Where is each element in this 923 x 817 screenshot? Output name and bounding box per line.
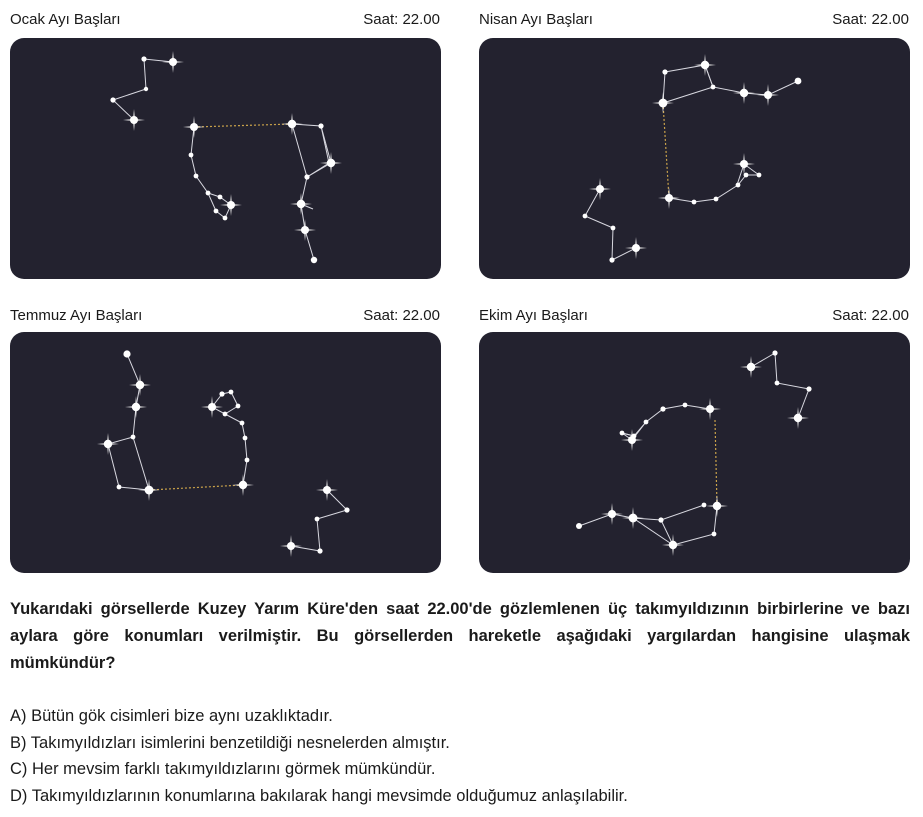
panel-header-ocak <box>10 9 440 31</box>
panel-title: Ocak Ayı Başları <box>10 11 121 28</box>
star-icon <box>294 219 316 241</box>
panel-header-ekim <box>479 305 909 327</box>
star-icon <box>214 209 219 214</box>
star-icon <box>662 69 667 74</box>
star-icon <box>625 237 647 259</box>
panel-time: Saat: 22.00 <box>832 11 909 28</box>
option-c[interactable]: C) Her mevsim farklı takımyıldızlarını görmek mümkündür. <box>10 760 436 778</box>
star-icon <box>787 407 809 429</box>
star-icon <box>806 386 811 391</box>
star-icon <box>712 532 717 537</box>
star-icon <box>243 436 248 441</box>
panel-time: Saat: 22.00 <box>832 307 909 324</box>
star-icon <box>621 429 643 451</box>
option-a[interactable]: A) Bütün gök cisimleri bize aynı uzaklıktadır. <box>10 707 333 725</box>
star-icon <box>97 433 119 455</box>
sky-panel-temmuz <box>10 332 441 573</box>
panel-title: Temmuz Ayı Başları <box>10 307 143 324</box>
star-icon <box>714 197 719 202</box>
star-icon <box>117 485 122 490</box>
constellation-map-nisan <box>479 38 910 279</box>
star-icon <box>772 350 777 355</box>
star-icon <box>601 503 623 525</box>
star-icon <box>194 174 199 179</box>
star-icon <box>218 195 223 200</box>
star-icon <box>236 404 241 409</box>
star-icon <box>315 517 320 522</box>
star-icon <box>138 479 160 501</box>
star-icon <box>245 458 250 463</box>
star-icon <box>589 178 611 200</box>
star-icon <box>131 435 136 440</box>
star-icon <box>683 403 688 408</box>
star-icon <box>219 391 224 396</box>
star-icon <box>232 474 254 496</box>
option-b[interactable]: B) Takımyıldızları isimlerini benzetildiği nesnelerden almıştır. <box>10 733 450 752</box>
star-icon <box>220 194 242 216</box>
star-icon <box>757 84 779 106</box>
star-icon <box>795 78 802 85</box>
star-icon <box>702 503 707 508</box>
star-icon <box>144 87 148 91</box>
star-icon <box>699 398 721 420</box>
star-icon <box>706 495 728 517</box>
sky-panel-ekim <box>479 332 910 573</box>
panel-header-nisan <box>479 9 909 31</box>
star-icon <box>733 82 755 104</box>
star-icon <box>129 374 151 396</box>
star-icon <box>189 153 194 158</box>
star-icon <box>620 431 625 436</box>
star-icon <box>223 412 228 417</box>
star-icon <box>736 183 741 188</box>
star-icon <box>711 85 716 90</box>
option-d[interactable]: D) Takımyıldızlarının konumlarına bakılarak hangi mevsimde olduğumuz anlaşılabilir. <box>10 786 628 805</box>
star-icon <box>125 396 147 418</box>
star-icon <box>206 191 211 196</box>
star-icon <box>311 257 317 263</box>
star-icon <box>318 123 323 128</box>
star-icon <box>317 548 322 553</box>
star-icon <box>775 381 780 386</box>
star-icon <box>97 350 350 557</box>
star-icon <box>583 54 802 263</box>
star-icon <box>740 356 762 378</box>
star-icon <box>320 152 342 174</box>
sky-panel-ocak <box>10 38 441 279</box>
star-icon <box>658 517 663 522</box>
constellation-map-ocak <box>10 38 441 279</box>
star-icon <box>141 56 146 61</box>
star-icon <box>123 350 130 357</box>
panel-title: Ekim Ayı Başları <box>479 307 588 324</box>
star-icon <box>344 507 349 512</box>
star-icon <box>110 97 115 102</box>
star-icon <box>757 173 762 178</box>
star-icon <box>576 523 582 529</box>
sky-panel-nisan <box>479 38 910 279</box>
star-icon <box>304 174 309 179</box>
question-text: Yukarıdaki görsellerde Kuzey Yarım Küre'den saat 22.00'de gözlemlenen üç takımyıldızının birbirlerine ve bazı aylara göre konumları verilmiştir. Bu görsellerden hareketle aşağıdaki yargılardan hangisine ulaşmak mümkündür? <box>10 600 910 672</box>
star-icon <box>660 406 665 411</box>
star-icon <box>201 396 223 418</box>
star-icon <box>662 534 684 556</box>
star-icon <box>692 200 697 205</box>
panel-time: Saat: 22.00 <box>363 307 440 324</box>
star-icon <box>290 193 312 215</box>
star-icon <box>658 187 680 209</box>
star-icon <box>280 535 302 557</box>
panel-title: Nisan Ayı Başları <box>479 11 593 28</box>
answer-options <box>10 703 910 809</box>
star-icon <box>183 116 205 138</box>
star-icon <box>576 350 812 556</box>
constellation-map-temmuz <box>10 332 441 573</box>
star-icon <box>733 153 755 175</box>
panel-header-temmuz <box>10 305 440 327</box>
star-icon <box>644 420 649 425</box>
star-icon <box>281 113 303 135</box>
star-icon <box>652 92 674 114</box>
star-icon <box>609 257 614 262</box>
star-icon <box>229 390 234 395</box>
star-icon <box>744 173 749 178</box>
star-icon <box>583 214 588 219</box>
panel-time: Saat: 22.00 <box>363 11 440 28</box>
star-icon <box>240 421 245 426</box>
star-icon <box>162 51 184 73</box>
star-icon <box>611 226 616 231</box>
constellation-map-ekim <box>479 332 910 573</box>
star-icon <box>223 216 228 221</box>
star-icon <box>622 507 644 529</box>
star-icon <box>694 54 716 76</box>
